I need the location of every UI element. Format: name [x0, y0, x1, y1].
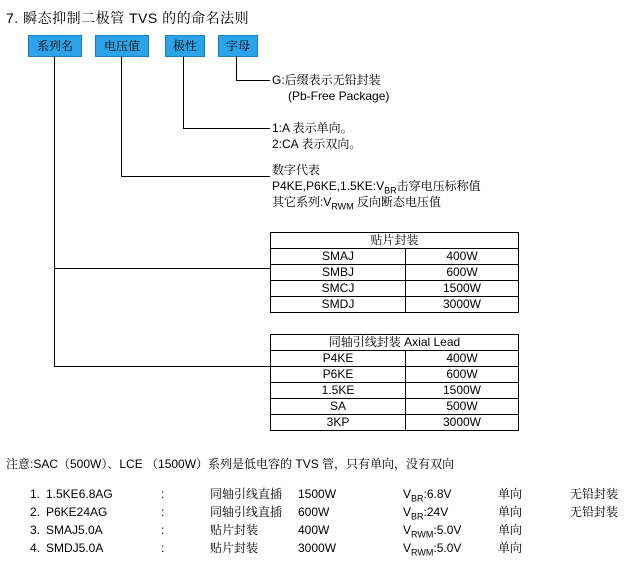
example-direction-3: 单向: [498, 541, 523, 555]
axial-series-4: 3KP: [271, 415, 406, 431]
example-name-2: SMAJ5.0A: [46, 523, 103, 537]
table-row-header: [271, 335, 519, 351]
example-power-1: 600W: [298, 505, 330, 519]
example-direction-2: 单向: [498, 523, 523, 537]
connector-voltage-vertical: [121, 56, 122, 176]
example-voltage-value-2: :5.0V: [433, 523, 462, 537]
example-power-3: 3000W: [298, 541, 337, 555]
example-voltage-value-0: :6.8V: [423, 487, 452, 501]
note-polarity-line2: 2:CA 表示双向。: [272, 137, 362, 151]
connector-letter-vertical: [236, 56, 237, 80]
connector-series-to-axial-table: [54, 366, 270, 367]
example-voltage-sub-2: RWM: [411, 529, 434, 540]
example-index-1: 2.: [29, 505, 40, 519]
caution-note: 注意:SAC（500W）、LCE （1500W）系列是低电容的 TVS 管，只有单向，没有双向: [6, 457, 455, 471]
example-colon-0: :: [161, 487, 165, 501]
example-name-0: 1.5KE6.8AG: [46, 487, 113, 501]
example-lead-0: 无铅封装: [570, 487, 619, 501]
note-voltage-line3: [272, 194, 441, 214]
table-smd-package: [270, 232, 519, 313]
smd-series-1: SMBJ: [271, 265, 406, 281]
axial-series-0: P4KE: [271, 351, 406, 367]
smd-series-0: SMAJ: [271, 249, 406, 265]
connector-polarity-vertical: [183, 56, 184, 128]
smd-series-3: SMDJ: [271, 297, 406, 313]
smd-series-2: SMCJ: [271, 281, 406, 297]
example-power-2: 400W: [298, 523, 330, 537]
connector-letter-horizontal: [236, 80, 270, 81]
page-title: 7. 瞬态抑制二极管 TVS 的的命名法则: [6, 10, 250, 26]
axial-series-2: 1.5KE: [271, 383, 406, 399]
smd-power-3: 3000W: [406, 297, 519, 313]
note-voltage-line2-sub: BR: [384, 185, 397, 196]
smd-power-1: 600W: [406, 265, 519, 281]
note-voltage-line3-tail: 反向断态电压值: [353, 195, 442, 209]
axial-power-0: 400W: [406, 351, 519, 367]
connector-polarity-horizontal: [183, 128, 270, 129]
example-voltage-sub-1: BR: [411, 511, 424, 522]
smd-table-header: 贴片封装: [271, 233, 519, 249]
example-direction-1: 单向: [498, 505, 523, 519]
note-polarity-line1: 1:A 表示单向。: [272, 121, 353, 135]
example-package-3: 贴片封装: [210, 541, 259, 555]
axial-power-3: 500W: [406, 399, 519, 415]
box-letter: 字母: [218, 35, 258, 57]
connector-series-vertical: [54, 56, 55, 366]
box-voltage-value: 电压值: [95, 35, 149, 57]
example-colon-1: :: [161, 505, 165, 519]
smd-power-0: 400W: [406, 249, 519, 265]
table-row: [271, 383, 519, 399]
example-index-0: 1.: [29, 487, 40, 501]
note-voltage-line1: 数字代表: [272, 163, 321, 177]
table-row: [271, 415, 519, 431]
table-row: [271, 265, 519, 281]
table-row: [271, 351, 519, 367]
axial-series-1: P6KE: [271, 367, 406, 383]
connector-series-to-smd-table: [54, 268, 270, 269]
table-row: [271, 249, 519, 265]
table-row: [271, 297, 519, 313]
example-direction-0: 单向: [498, 487, 523, 501]
example-power-0: 1500W: [298, 487, 337, 501]
example-voltage-value-1: :24V: [423, 505, 449, 519]
box-polarity: 极性: [165, 35, 205, 57]
note-voltage-line2-text: P4KE,P6KE,1.5KE:V: [272, 179, 385, 193]
example-index-3: 4.: [29, 541, 40, 555]
example-package-1: 同轴引线直插: [210, 505, 283, 519]
smd-power-2: 1500W: [406, 281, 519, 297]
example-voltage-prefix-1: V: [403, 505, 412, 519]
example-voltage-prefix-0: V: [403, 487, 412, 501]
note-suffix-line2: (Pb-Free Package): [288, 89, 390, 103]
axial-power-1: 600W: [406, 367, 519, 383]
connector-voltage-horizontal: [121, 176, 270, 177]
box-series-name: 系列名: [28, 35, 82, 57]
example-voltage-prefix-2: V: [403, 523, 412, 537]
note-voltage-line3-text: 其它系列:V: [272, 195, 332, 209]
example-voltage-value-3: :5.0V: [433, 541, 462, 555]
example-voltage-sub-3: RWM: [411, 547, 434, 558]
example-colon-3: :: [161, 541, 165, 555]
axial-power-2: 1500W: [406, 383, 519, 399]
axial-table-header: 同轴引线封装 Axial Lead: [271, 335, 519, 351]
axial-power-4: 3000W: [406, 415, 519, 431]
example-index-2: 3.: [29, 523, 40, 537]
table-axial-package: [270, 334, 519, 431]
example-package-0: 同轴引线直插: [210, 487, 283, 501]
example-voltage-sub-0: BR: [411, 493, 424, 504]
example-lead-1: 无铅封装: [570, 505, 619, 519]
table-row: [271, 399, 519, 415]
note-voltage-line2-tail: 击穿电压标称值: [396, 179, 481, 193]
axial-series-3: SA: [271, 399, 406, 415]
table-row: [271, 281, 519, 297]
example-package-2: 贴片封装: [210, 523, 259, 537]
table-row-header: [271, 233, 519, 249]
example-name-3: SMDJ5.0A: [46, 541, 104, 555]
example-colon-2: :: [161, 523, 165, 537]
note-voltage-line3-sub: RWM: [331, 201, 354, 212]
example-voltage-prefix-3: V: [403, 541, 412, 555]
table-row: [271, 367, 519, 383]
note-suffix-line1: G:后缀表示无铅封装: [272, 73, 381, 87]
example-voltage-3: [403, 539, 461, 561]
example-name-1: P6KE24AG: [46, 505, 108, 519]
